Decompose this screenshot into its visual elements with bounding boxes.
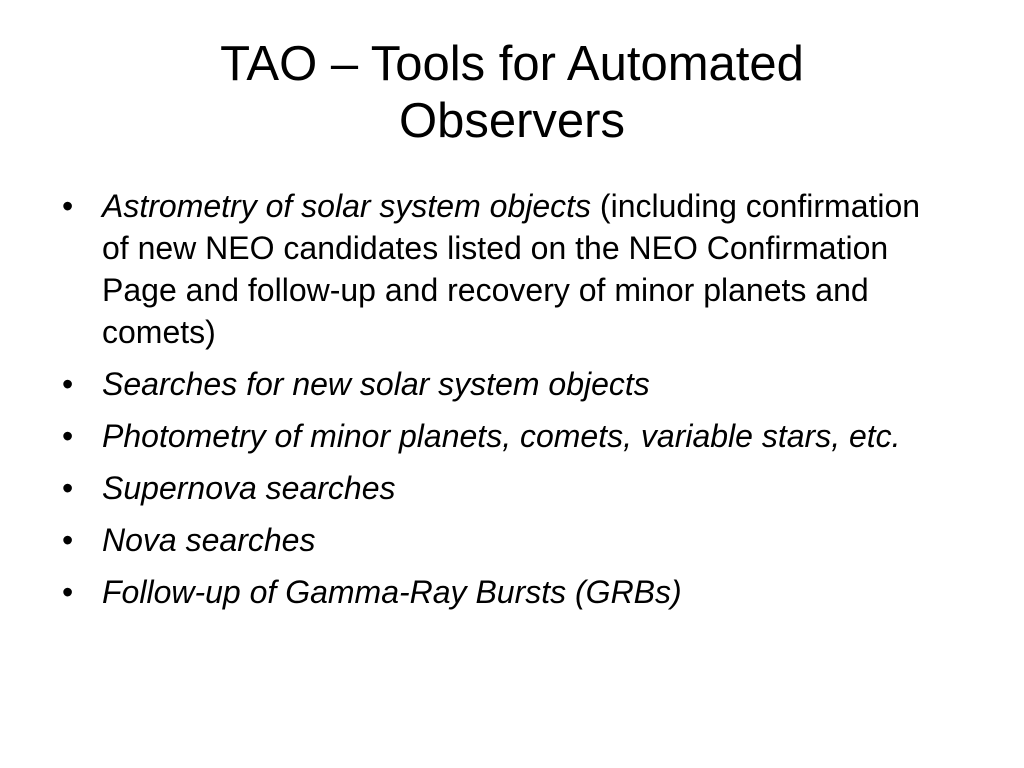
bullet-item-photometry (62, 415, 942, 457)
bullet-icon: • (62, 418, 74, 454)
bullet-icon: • (62, 188, 74, 224)
bullet-item-astrometry (62, 185, 942, 353)
bullet-icon: • (62, 366, 74, 402)
bullet-item-searches (62, 363, 942, 405)
bullet-icon: • (62, 574, 74, 610)
slide-title-line-1: TAO – Tools for Automated (220, 37, 804, 91)
bullet-icon: • (62, 522, 74, 558)
slide-title (60, 36, 964, 150)
bullet-item-grb (62, 571, 942, 613)
bullet-item-nova (62, 519, 942, 561)
bullet-icon: • (62, 470, 74, 506)
slide-title-line-2: Observers (398, 94, 625, 148)
bullet-item-supernova (62, 467, 942, 509)
bullet-text-detail: (including confirmation of new NEO candidates listed on the NEO Confirmation Page and follow-up and recovery of minor planets and comets) (102, 188, 921, 350)
bullet-text-emphasis: Astrometry of solar system objects (102, 188, 592, 224)
bullet-text-emphasis: Photometry of minor planets, comets, variable stars, etc. (102, 418, 901, 454)
bullet-text-emphasis: Searches for new solar system objects (102, 366, 650, 402)
bullet-list (62, 185, 942, 623)
bullet-text-emphasis: Supernova searches (102, 470, 396, 506)
bullet-text-emphasis: Follow-up of Gamma-Ray Bursts (GRBs) (102, 574, 682, 610)
bullet-text-emphasis: Nova searches (102, 522, 316, 558)
